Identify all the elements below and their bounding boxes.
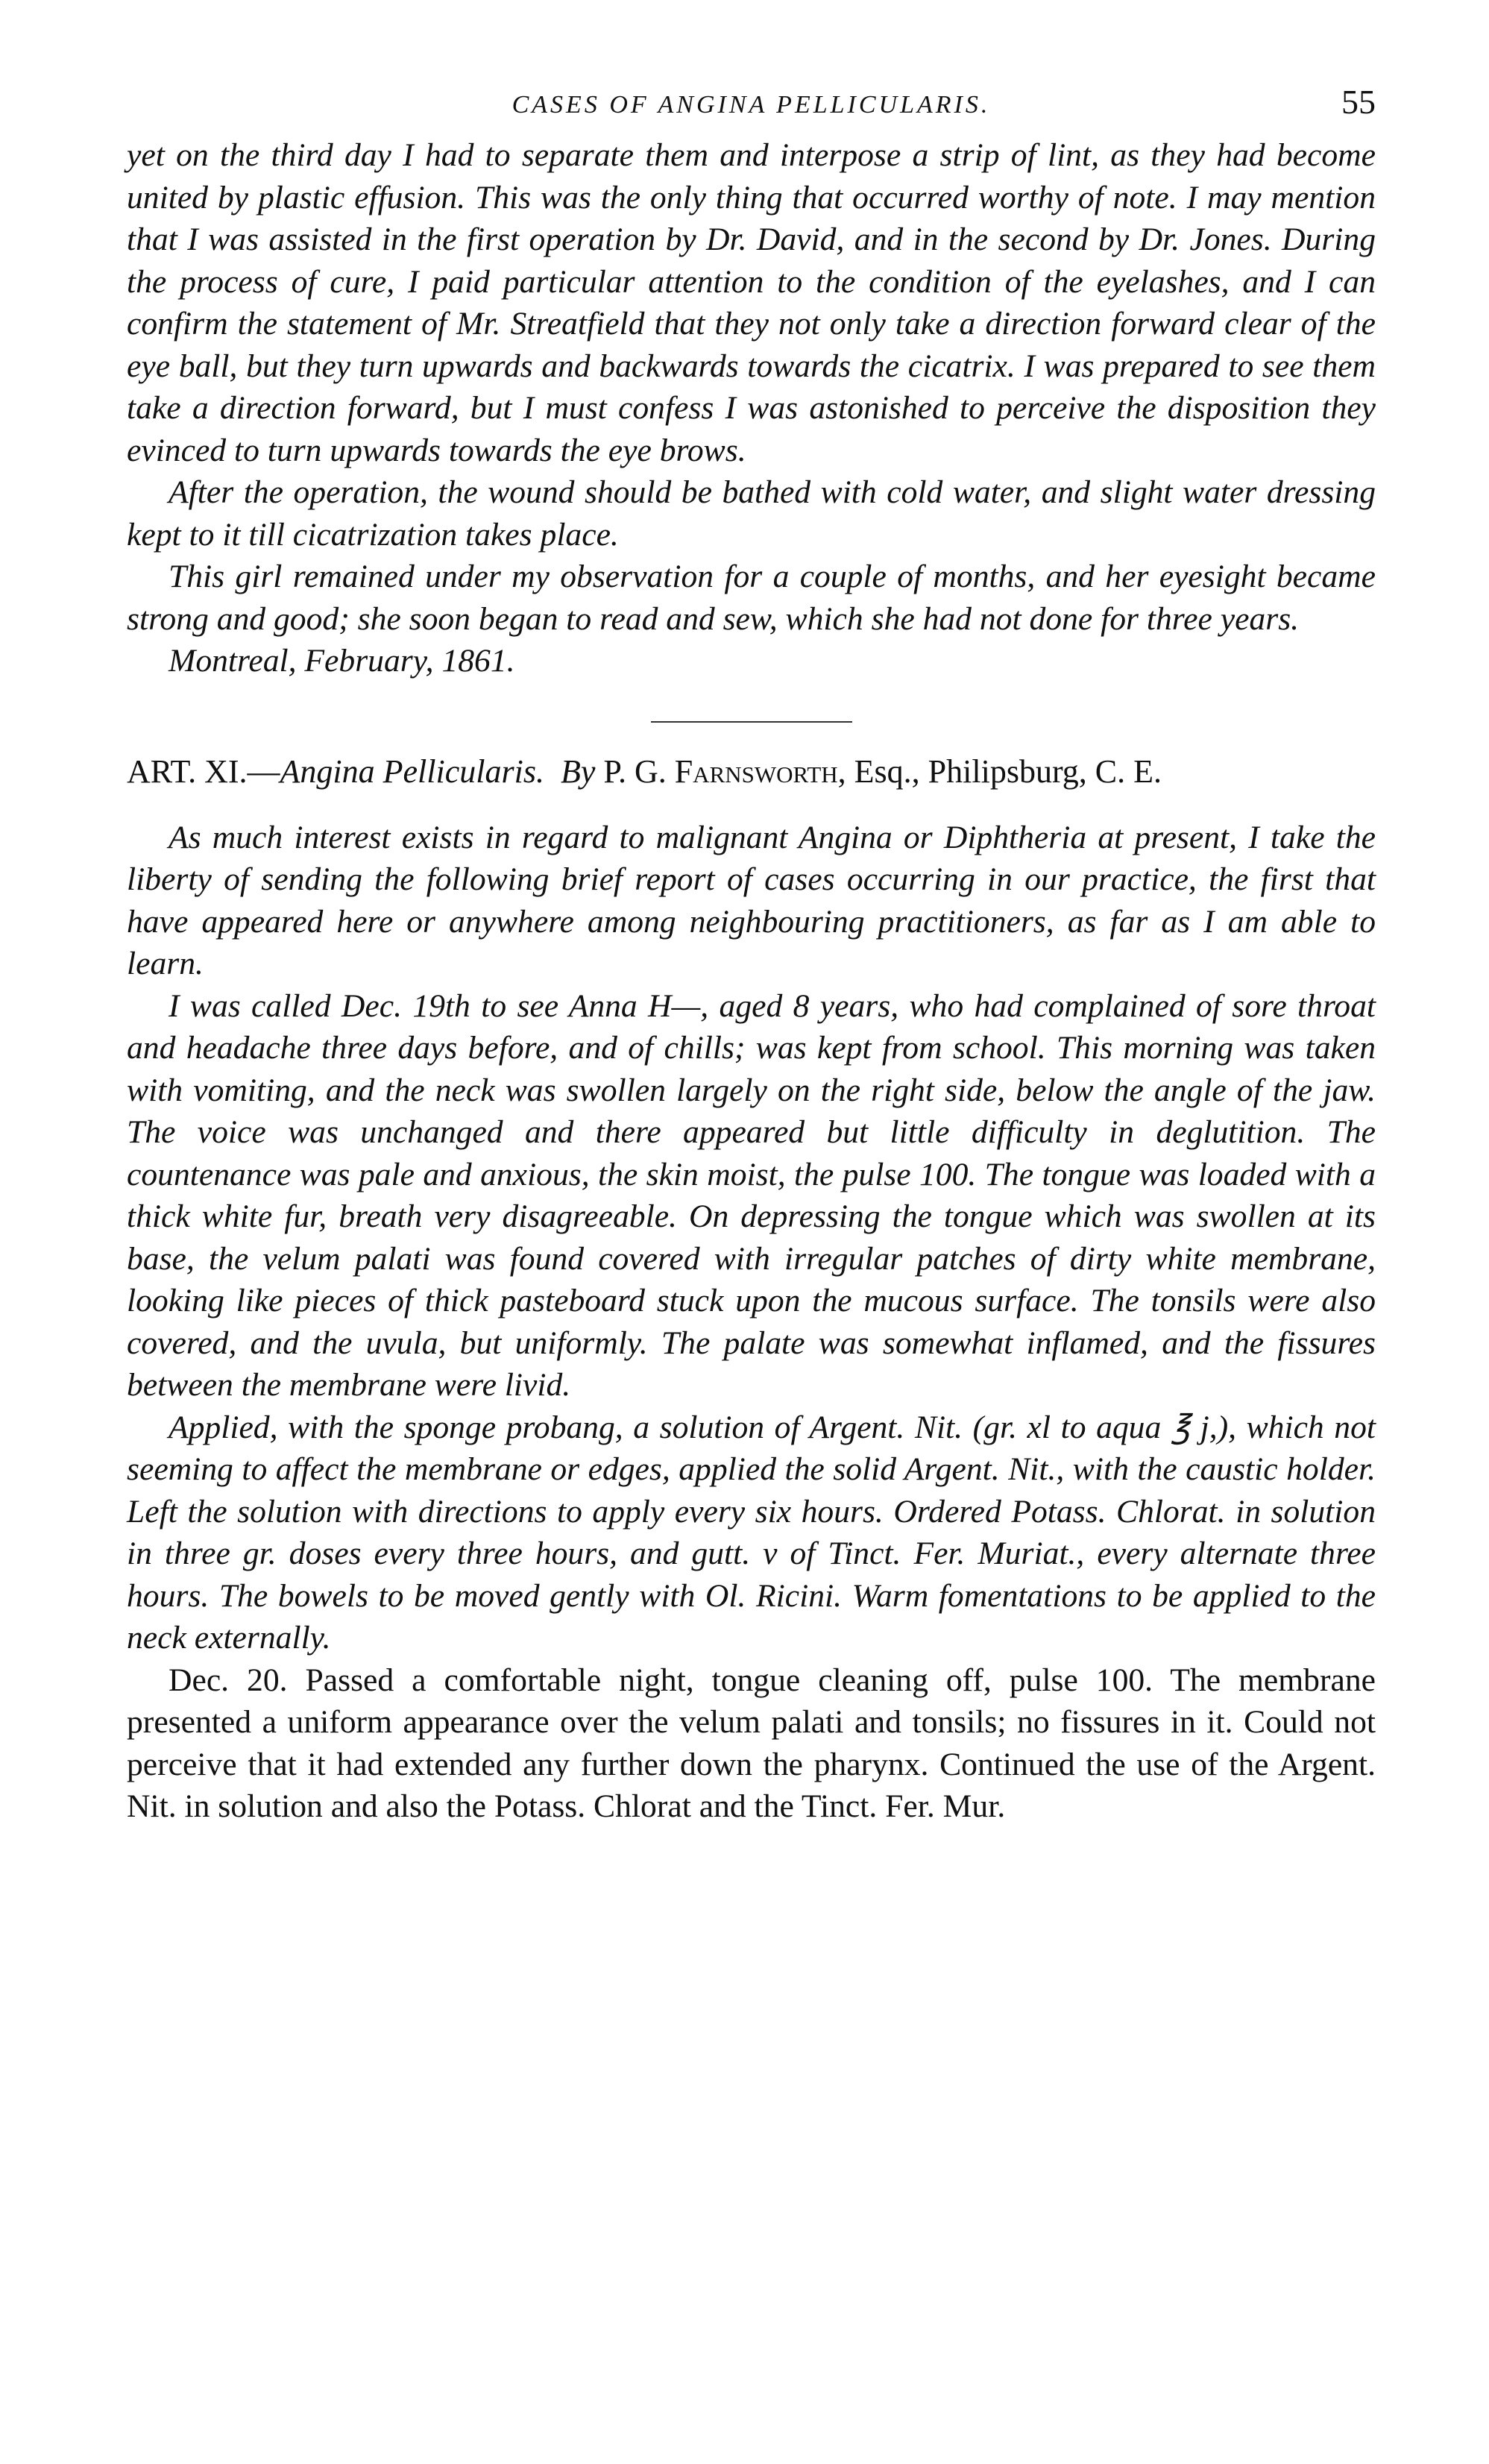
article-author: P. G. Farnsworth <box>603 752 838 790</box>
article-byline: By <box>560 752 596 790</box>
article-title: Angina Pellicularis. <box>280 752 544 790</box>
article-number: ART. XI.— <box>127 752 280 790</box>
continuation-paragraph-1: yet on the third day I had to separate them and interpose a strip of lint, as they had become united by plastic effusion. This was the only thing that occurred worthy of note. I may mention that I was assisted in the first operation by Dr. David, and in the second by Dr. Jones. During the process of cure, I paid particular attention to the condition of the eyelashes, and I can confirm the statement of Mr. Streatfield that they not only take a direction forward clear of the eye ball, but they turn upwards and backwards towards the cicatrix. I was prepared to see them take a direction forward, but I must confess I was astonished to perceive the disposition they evinced to turn upwards towards the eye brows. <box>127 137 1376 468</box>
body-paragraph-4: Dec. 20. Passed a comfortable night, tongue cleaning off, pulse 100. The membrane presented a uniform appearance over the velum palati and tonsils; no fissures in it. Could not perceive that it had extended any further down the pharynx. Continued the use of the Argent. Nit. in solution and also the Potass. Chlorat and the Tinct. Fer. Mur. <box>127 1662 1376 1824</box>
body-paragraph-2: I was called Dec. 19th to see Anna H—, aged 8 years, who had complained of sore throat and headache three days before, and of chills; was kept from school. This morning was taken with vomiting, and the neck was swollen largely on the right side, below the angle of the jaw. The voice was unchanged and there appeared but little difficulty in deglutition. The countenance was pale and anxious, the skin moist, the pulse 100. The tongue was loaded with a thick white fur, breath very disagreeable. On depressing the tongue which was swollen at its base, the velum palati was found covered with irregular patches of dirty white membrane, looking like pieces of thick pasteboard stuck upon the mucous surface. The tonsils were also covered, and the uvula, but uniformly. The palate was somewhat inflamed, and the fissures between the membrane were livid. <box>127 987 1376 1403</box>
continuation-paragraph-2: After the operation, the wound should be bathed with cold water, and slight water dressing kept to it till cicatrization takes place. <box>127 474 1376 553</box>
body-paragraph-1: As much interest exists in regard to malignant Angina or Diphtheria at present, I take the liberty of sending the following brief report of cases occurring in our practice, the first that have appeared here or anywhere among neighbouring practitioners, as far as I am able to learn. <box>127 819 1376 981</box>
book-page <box>127 82 1376 1828</box>
page-number: 55 <box>1341 83 1376 121</box>
dateline: Montreal, February, 1861. <box>169 643 515 679</box>
article-location: , Esq., Philipsburg, C. E. <box>837 752 1162 790</box>
body-paragraph-3: Applied, with the sponge probang, a solution of Argent. Nit. (gr. xl to aqua ℥ j,), which not seeming to affect the membrane or edges, applied the solid Argent. Nit., with the caustic holder. Left the solution with directions to apply every six hours. Ordered Potass. Chlorat. in solution in three gr. doses every three hours, and gutt. v of Tinct. Fer. Muriat., every alternate three hours. The bowels to be moved gently with Ol. Ricini. Warm fomentations to be applied to the neck externally. <box>127 1409 1376 1656</box>
section-divider <box>651 721 852 723</box>
running-title: CASES OF ANGINA PELLICULARIS. <box>511 91 991 119</box>
article-heading <box>127 749 1376 794</box>
running-header <box>127 82 1376 134</box>
continuation-paragraph-3: This girl remained under my observation for a couple of months, and her eyesight became strong and good; she soon began to read and sew, which she had not done for three years. <box>127 559 1376 637</box>
